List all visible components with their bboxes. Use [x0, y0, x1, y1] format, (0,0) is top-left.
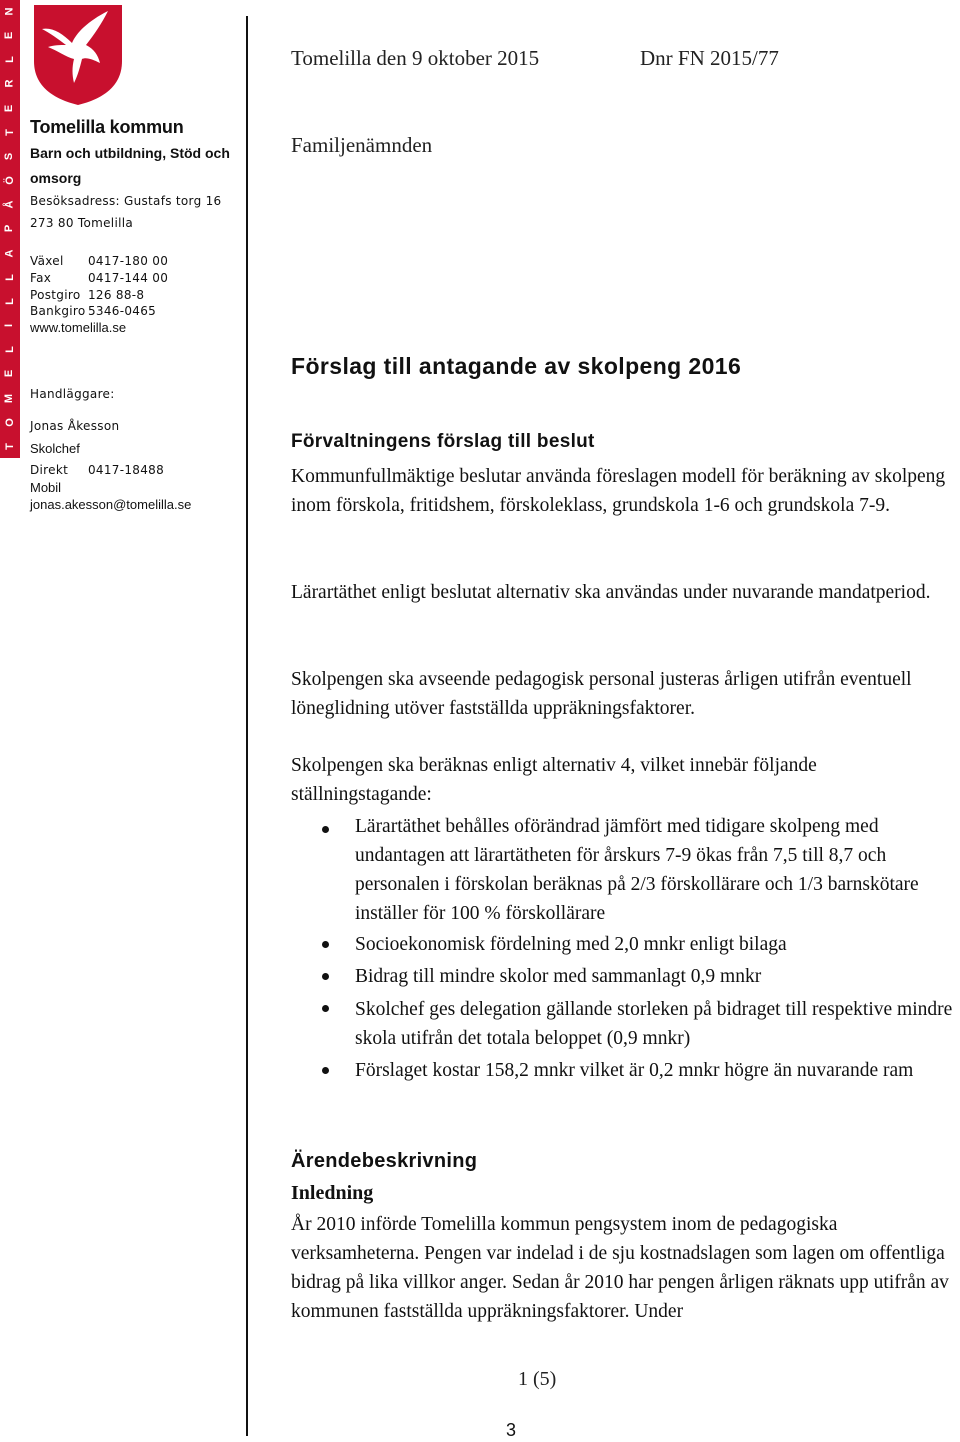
strip-letter: P — [3, 225, 16, 233]
strip-letter: R — [3, 79, 16, 88]
recipient: Familjenämnden — [291, 133, 433, 157]
bullet-icon — [322, 1005, 329, 1012]
postal-address: 273 80 Tomelilla — [30, 216, 133, 230]
vaxel-value: 0417-180 00 — [88, 254, 169, 268]
subheading-inledning: Inledning — [291, 1182, 374, 1204]
strip-letter: E — [3, 104, 16, 112]
strip-letter: A — [3, 249, 16, 258]
list-item: Lärartäthet behålles oförändrad jämfört med tidigare skolpeng med undantagen att lärartätheten för årskurs 7-9 ökas från 7,5 till 8,7 och personalen i förskolan beräknas på 2/3 förskollärare och 1/3 barnskötare inställer för 100 % förskollärare — [355, 816, 919, 924]
list-item: Socioekonomisk fördelning med 2,0 mnkr enligt bilaga — [355, 934, 787, 955]
contact-name: Jonas Åkesson — [30, 419, 120, 433]
paragraph-1: Kommunfullmäktige beslutar använda föreslagen modell för beräkning av skolpeng inom förskola, fritidshem, förskoleklass, grundskola 1-6 och grundskola 7-9. — [291, 466, 946, 516]
bullet-icon — [322, 941, 329, 948]
dnr: Dnr FN 2015/77 — [640, 46, 779, 70]
handlaggare-label: Handläggare: — [30, 387, 115, 401]
strip-letter: O — [3, 417, 16, 427]
website-link[interactable]: www.tomelilla.se — [30, 320, 127, 335]
strip-letter: I — [3, 324, 16, 328]
email-link[interactable]: jonas.akesson@tomelilla.se — [30, 497, 192, 512]
strip-letter: T — [3, 442, 16, 450]
strip-letter: T — [3, 128, 16, 136]
list-item: Förslaget kostar 158,2 mnkr vilket är 0,2 mnkr högre än nuvarande ram — [355, 1060, 914, 1081]
postgiro-value: 126 88-8 — [88, 288, 145, 302]
bankgiro-value: 5346-0465 — [88, 304, 157, 318]
org-name: Tomelilla kommun — [30, 117, 184, 137]
place-date: Tomelilla den 9 oktober 2015 — [291, 46, 540, 70]
page-number: 3 — [506, 1420, 517, 1440]
section-heading-forslag: Förvaltningens förslag till beslut — [291, 431, 595, 452]
bankgiro-label: Bankgiro — [30, 304, 86, 318]
mobil-label: Mobil — [30, 480, 62, 495]
fax-value: 0417-144 00 — [88, 271, 169, 285]
section-heading-arendebeskrivning: Ärendebeskrivning — [291, 1150, 478, 1172]
postgiro-label: Postgiro — [30, 288, 81, 302]
vertical-divider — [246, 16, 248, 1436]
strip-letter: Ö — [3, 176, 16, 185]
strip-letter: L — [3, 56, 16, 64]
vaxel-label: Växel — [30, 254, 64, 268]
direkt-label: Direkt — [30, 463, 69, 477]
paragraph-4: Skolpengen ska beräknas enligt alternativ 4, vilket innebär följande ställningstagande: — [291, 755, 817, 805]
bullet-icon — [322, 973, 329, 980]
strip-letter: N — [3, 7, 16, 16]
bullet-icon — [322, 1067, 329, 1074]
paragraph-3: Skolpengen ska avseende pedagogisk personal justeras årligen utifrån eventuell löneglidning utöver fastställda uppräkningsfaktorer. — [291, 669, 912, 719]
coat-of-arms-logo — [32, 3, 124, 107]
fax-label: Fax — [30, 271, 52, 285]
paragraph-2: Lärartäthet enligt beslutat alternativ ska användas under nuvarande mandatperiod. — [291, 582, 931, 603]
list-item: Bidrag till mindre skolor med sammanlagt 0,9 mnkr — [355, 966, 762, 987]
page-indicator: 1 (5) — [518, 1368, 557, 1390]
document-title: Förslag till antagande av skolpeng 2016 — [291, 353, 742, 379]
list-item: Skolchef ges delegation gällande storleken på bidraget till respektive mindre skola utifrån det totala beloppet (0,9 mnkr) — [355, 999, 953, 1049]
brand-strip-text — [0, 0, 20, 458]
strip-letter: S — [3, 152, 16, 161]
visit-address: Besöksadress: Gustafs torg 16 — [30, 194, 222, 208]
department-line-1: Barn och utbildning, Stöd och — [30, 145, 230, 161]
direkt-value: 0417-18488 — [88, 463, 165, 477]
strip-letter: Å — [3, 200, 16, 209]
strip-letter: E — [3, 370, 16, 378]
bullet-icon — [322, 826, 329, 833]
strip-letter: L — [3, 273, 16, 281]
strip-letter: L — [3, 298, 16, 305]
contact-role: Skolchef — [30, 441, 80, 456]
paragraph-5: År 2010 införde Tomelilla kommun pengsystem inom de pedagogiska verksamheterna. Pengen var indelad i de sju kostnadslagen som lagen om offentliga bidrag på lika villkor anger. Sedan år 2010 har pengen årligen räknats upp utifrån av kommunen fastställda uppräkningsfaktorer. Under — [291, 1214, 949, 1322]
strip-letter: E — [3, 31, 16, 40]
strip-letter: L — [3, 346, 16, 354]
strip-letter: M — [3, 393, 16, 403]
department-line-2: omsorg — [30, 170, 82, 186]
